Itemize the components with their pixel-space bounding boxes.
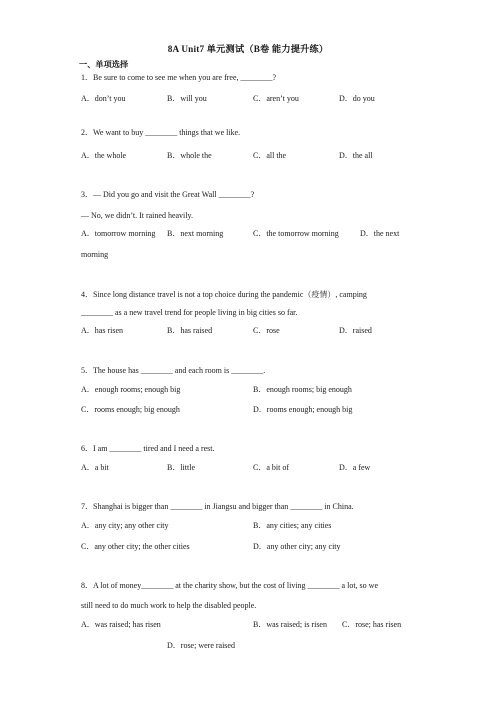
question-4-option-d: D．raised	[339, 326, 372, 335]
question-6-option-b: B．little	[167, 463, 195, 472]
question-4-option-b: B．has raised	[167, 326, 213, 335]
question-5-option-c: C．rooms enough; big enough	[81, 405, 180, 414]
question-2-option-b: B．whole the	[167, 151, 212, 160]
question-6-option-d: D．a few	[339, 463, 371, 472]
question-7-option-d: D．any other city; any city	[253, 542, 341, 551]
question-4-option-c: C．rose	[253, 326, 280, 335]
question-6-option-c: C．a bit of	[253, 463, 289, 472]
question-1-option-d: D．do you	[339, 94, 375, 103]
question-1-option-c: C．aren’t you	[253, 94, 299, 103]
question-2-option-a: A．the whole	[81, 151, 127, 160]
question-8-stem-line-2: still need to do much work to help the disabled people.	[81, 601, 257, 610]
question-7-option-c: C．any other city; the other cities	[81, 542, 190, 551]
question-3-stem-line-2: — No, we didn’t. It rained heavily.	[81, 211, 193, 220]
question-8-option-d: D．rose; were raised	[167, 641, 235, 650]
question-5-option-b: B．enough rooms; big enough	[253, 385, 352, 394]
question-3-option-a: A．tomorrow morning	[81, 229, 156, 238]
question-8-stem: 8．A lot of money________ at the charity show, but the cost of living ________ a lot, so we	[81, 581, 378, 590]
question-1-option-b: B．will you	[167, 94, 207, 103]
question-3-option-d: D．the next	[360, 229, 400, 238]
question-7-option-a: A．any city; any other city	[81, 521, 169, 530]
question-4-stem: 4．Since long distance travel is not a top choice during the pandemic（疫情）, camping	[81, 290, 367, 299]
question-6-option-a: A．a bit	[81, 463, 109, 472]
question-5-option-a: A．enough rooms; enough big	[81, 385, 181, 394]
question-8-option-b: B．was raised; is risen	[253, 620, 327, 629]
question-4-stem-line-2: ________ as a new travel trend for people living in big cities so far.	[81, 308, 298, 317]
question-3-option-b: B．next morning	[167, 229, 224, 238]
question-7-option-b: B．any cities; any cities	[253, 521, 332, 530]
page-title: 8A Unit7 单元测试（B卷 能力提升练）	[167, 44, 329, 54]
question-3-option-c: C．the tomorrow morning	[253, 229, 339, 238]
question-1-stem: 1．Be sure to come to see me when you are free, ________?	[81, 73, 277, 82]
question-3-option-d-wrap: morning	[81, 250, 109, 259]
question-7-stem: 7．Shanghai is bigger than ________ in Jiangsu and bigger than ________ in China.	[81, 502, 354, 511]
question-4-option-a: A．has risen	[81, 326, 123, 335]
question-8-option-a: A．was raised; has risen	[81, 620, 161, 629]
question-8-option-c: C．rose; has risen	[342, 620, 402, 629]
question-2-stem: 2．We want to buy ________ things that we like.	[81, 128, 241, 137]
question-5-stem: 5．The house has ________ and each room is ________.	[81, 366, 266, 375]
question-1-option-a: A．don’t you	[81, 94, 126, 103]
question-5-option-d: D．rooms enough; enough big	[253, 405, 353, 414]
question-2-option-d: D．the all	[339, 151, 373, 160]
question-2-option-c: C．all the	[253, 151, 287, 160]
question-3-stem: 3．— Did you go and visit the Great Wall ________?	[81, 190, 255, 199]
question-6-stem: 6．I am ________ tired and I need a rest.	[81, 444, 215, 453]
section-heading: 一、单项选择	[79, 60, 129, 69]
